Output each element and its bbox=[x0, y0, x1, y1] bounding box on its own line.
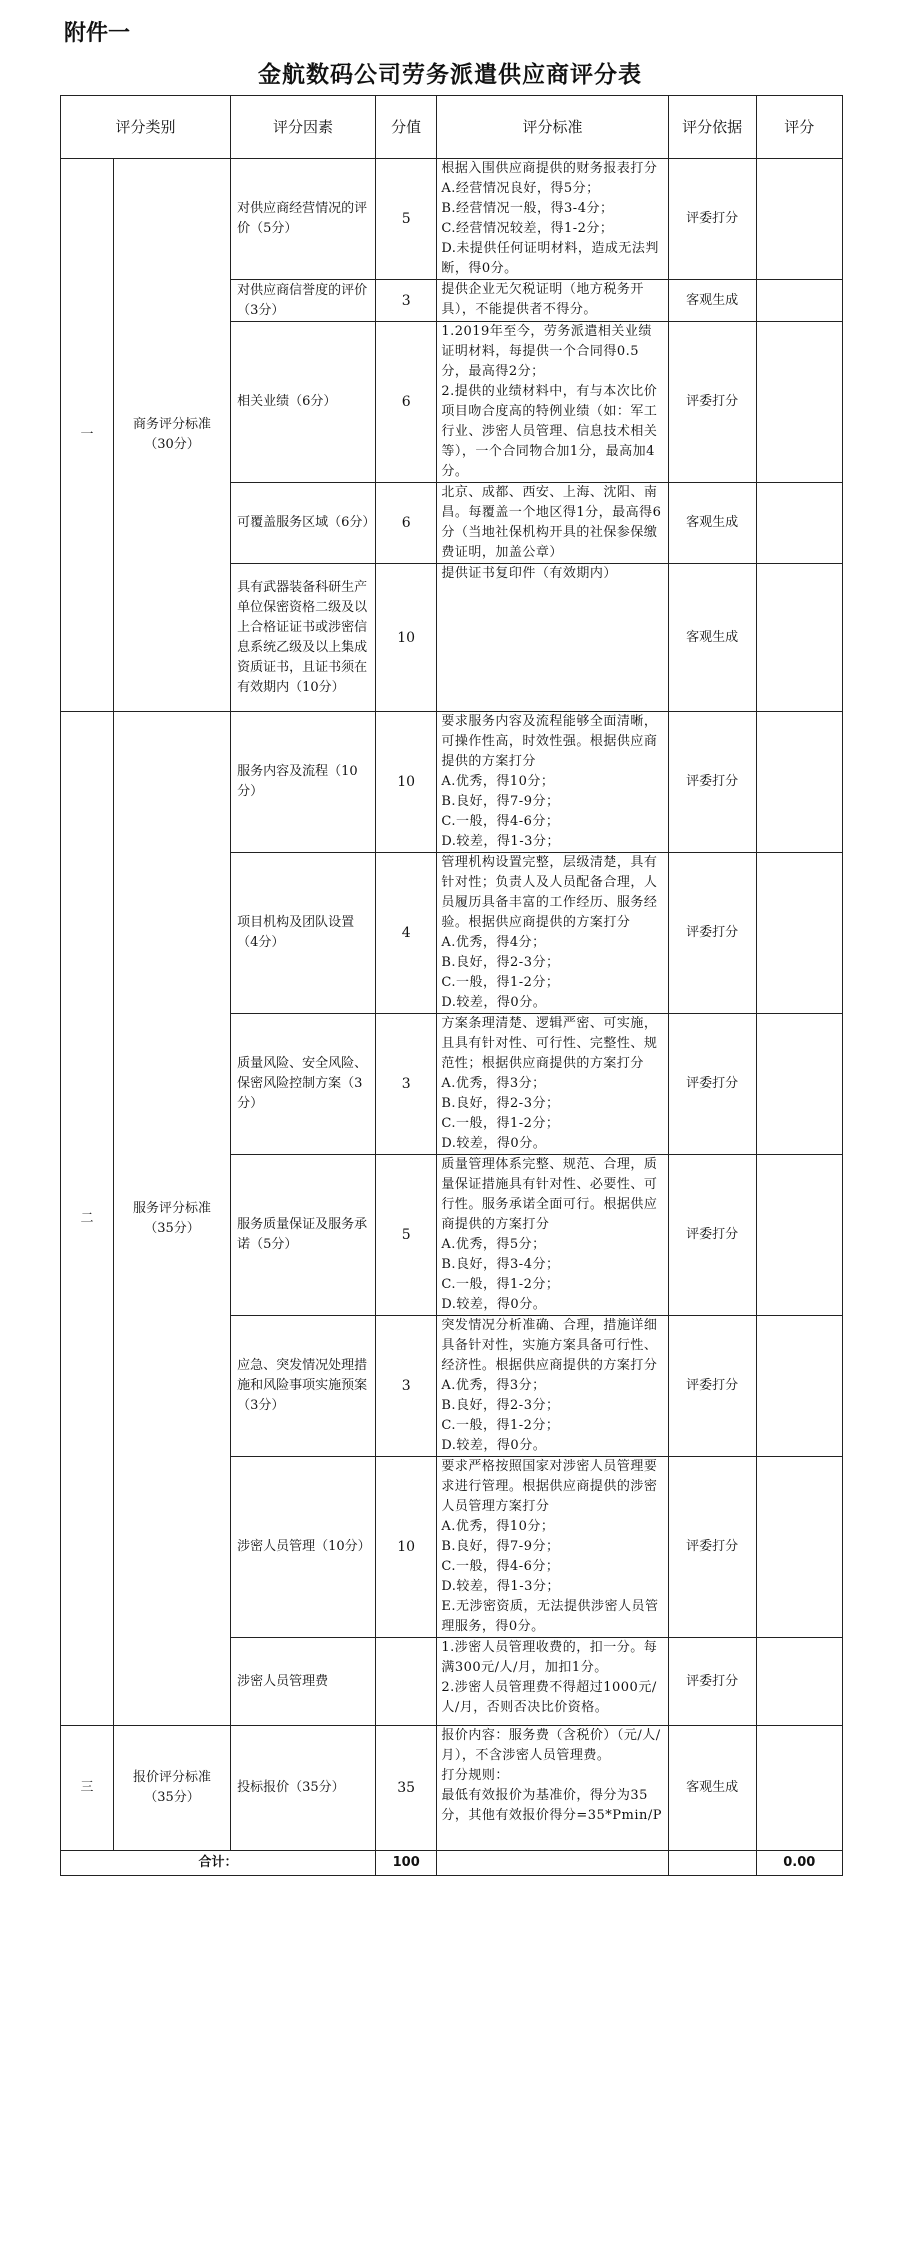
score-cell: 10 bbox=[376, 1457, 437, 1638]
table-row bbox=[61, 712, 843, 853]
total-row bbox=[61, 1851, 843, 1876]
header-rating: 评分 bbox=[756, 96, 842, 159]
rating-cell bbox=[756, 853, 842, 1014]
header-basis: 评分依据 bbox=[668, 96, 756, 159]
total-score: 100 bbox=[376, 1851, 437, 1876]
basis-cell: 评委打分 bbox=[668, 1014, 756, 1155]
basis-cell: 评委打分 bbox=[668, 1316, 756, 1457]
standard-cell: 报价内容：服务费（含税价）（元/人/月），不含涉密人员管理费。 打分规则： 最低有效报价为基准价，得分为35分，其他有效报价得分=35*Pmin/P bbox=[437, 1726, 668, 1851]
standard-cell: 1.涉密人员管理收费的，扣一分。每满300元/人/月，加扣1分。 2.涉密人员管理费不得超过1000元/人/月，否则否决比价资格。 bbox=[437, 1638, 668, 1726]
header-factor: 评分因素 bbox=[231, 96, 376, 159]
header-score: 分值 bbox=[376, 96, 437, 159]
total-rating: 0.00 bbox=[756, 1851, 842, 1876]
score-cell: 4 bbox=[376, 853, 437, 1014]
basis-cell: 评委打分 bbox=[668, 1638, 756, 1726]
score-cell: 3 bbox=[376, 1316, 437, 1457]
category-number: 三 bbox=[61, 1726, 114, 1851]
category-name: 报价评分标准 （35分） bbox=[113, 1726, 230, 1851]
standard-cell: 提供企业无欠税证明（地方税务开具），不能提供者不得分。 bbox=[437, 280, 668, 322]
factor-cell: 对供应商经营情况的评价（5分） bbox=[231, 159, 376, 280]
category-number: 二 bbox=[61, 712, 114, 1726]
factor-cell: 质量风险、安全风险、保密风险控制方案（3分） bbox=[231, 1014, 376, 1155]
factor-cell: 涉密人员管理费 bbox=[231, 1638, 376, 1726]
standard-cell: 北京、成都、西安、上海、沈阳、南昌。每覆盖一个地区得1分，最高得6分（当地社保机构开具的社保参保缴费证明，加盖公章） bbox=[437, 483, 668, 564]
standard-cell: 提供证书复印件（有效期内） bbox=[437, 564, 668, 712]
score-table bbox=[60, 95, 843, 1876]
rating-cell bbox=[756, 1638, 842, 1726]
rating-cell bbox=[756, 280, 842, 322]
header-category: 评分类别 bbox=[61, 96, 231, 159]
rating-cell bbox=[756, 712, 842, 853]
score-cell bbox=[376, 1638, 437, 1726]
category-name: 商务评分标准 （30分） bbox=[113, 159, 230, 712]
factor-cell: 对供应商信誉度的评价（3分） bbox=[231, 280, 376, 322]
rating-cell bbox=[756, 1316, 842, 1457]
basis-cell: 客观生成 bbox=[668, 483, 756, 564]
standard-cell: 要求服务内容及流程能够全面清晰，可操作性高，时效性强。根据供应商提供的方案打分 A.优秀，得10分； B.良好，得7-9分； C.一般，得4-6分； D.较差，得1-3分； bbox=[437, 712, 668, 853]
factor-cell: 可覆盖服务区域（6分） bbox=[231, 483, 376, 564]
score-cell: 3 bbox=[376, 1014, 437, 1155]
page-title: 金航数码公司劳务派遣供应商评分表 bbox=[258, 62, 642, 88]
factor-cell: 应急、突发情况处理措施和风险事项实施预案（3分） bbox=[231, 1316, 376, 1457]
table-header-row bbox=[61, 96, 843, 159]
score-cell: 10 bbox=[376, 564, 437, 712]
standard-cell: 突发情况分析准确、合理，措施详细具备针对性，实施方案具备可行性、经济性。根据供应商提供的方案打分 A.优秀，得3分； B.良好，得2-3分； C.一般，得1-2分； D.较差，得0分。 bbox=[437, 1316, 668, 1457]
score-cell: 6 bbox=[376, 483, 437, 564]
standard-cell: 方案条理清楚、逻辑严密、可实施，且具有针对性、可行性、完整性、规范性；根据供应商提供的方案打分 A.优秀，得3分； B.良好，得2-3分； C.一般，得1-2分； D.较差，得0分。 bbox=[437, 1014, 668, 1155]
basis-cell: 客观生成 bbox=[668, 280, 756, 322]
standard-cell: 根据入围供应商提供的财务报表打分 A.经营情况良好，得5分； B.经营情况一般，得3-4分； C.经营情况较差，得1-2分； D.未提供任何证明材料，造成无法判断，得0分。 bbox=[437, 159, 668, 280]
basis-cell: 客观生成 bbox=[668, 564, 756, 712]
factor-cell: 投标报价（35分） bbox=[231, 1726, 376, 1851]
score-cell: 5 bbox=[376, 1155, 437, 1316]
factor-cell: 服务质量保证及服务承诺（5分） bbox=[231, 1155, 376, 1316]
score-cell: 3 bbox=[376, 280, 437, 322]
header-standard: 评分标准 bbox=[437, 96, 668, 159]
total-label: 合计： bbox=[61, 1851, 376, 1876]
score-cell: 5 bbox=[376, 159, 437, 280]
standard-cell: 管理机构设置完整，层级清楚，具有针对性；负责人及人员配备合理，人员履历具备丰富的工作经历、服务经验。根据供应商提供的方案打分 A.优秀，得4分； B.良好，得2-3分； C.一般，得1-2分； D.较差，得0分。 bbox=[437, 853, 668, 1014]
rating-cell bbox=[756, 322, 842, 483]
table-row bbox=[61, 1726, 843, 1851]
rating-cell bbox=[756, 1457, 842, 1638]
rating-cell bbox=[756, 564, 842, 712]
rating-cell bbox=[756, 159, 842, 280]
total-standard-cell bbox=[437, 1851, 668, 1876]
score-cell: 6 bbox=[376, 322, 437, 483]
standard-cell: 1.2019年至今，劳务派遣相关业绩证明材料，每提供一个合同得0.5分，最高得2分； 2.提供的业绩材料中，有与本次比价项目吻合度高的特例业绩（如：军工行业、涉密人员管理、信息技术相关等），一个合同物合加1分，最高加4分。 bbox=[437, 322, 668, 483]
standard-cell: 要求严格按照国家对涉密人员管理要求进行管理。根据供应商提供的涉密人员管理方案打分 A.优秀，得10分； B.良好，得7-9分； C.一般，得4-6分； D.较差，得1-3分； E.无涉密资质，无法提供涉密人员管理服务，得0分。 bbox=[437, 1457, 668, 1638]
score-cell: 10 bbox=[376, 712, 437, 853]
basis-cell: 评委打分 bbox=[668, 853, 756, 1014]
total-basis-cell bbox=[668, 1851, 756, 1876]
basis-cell: 评委打分 bbox=[668, 712, 756, 853]
basis-cell: 评委打分 bbox=[668, 1155, 756, 1316]
basis-cell: 评委打分 bbox=[668, 1457, 756, 1638]
basis-cell: 评委打分 bbox=[668, 159, 756, 280]
rating-cell bbox=[756, 483, 842, 564]
basis-cell: 评委打分 bbox=[668, 322, 756, 483]
standard-cell: 质量管理体系完整、规范、合理，质量保证措施具有针对性、必要性、可行性。服务承诺全面可行。根据供应商提供的方案打分 A.优秀，得5分； B.良好，得3-4分； C.一般，得1-2分； D.较差，得0分。 bbox=[437, 1155, 668, 1316]
factor-cell: 服务内容及流程（10分） bbox=[231, 712, 376, 853]
rating-cell bbox=[756, 1155, 842, 1316]
score-cell: 35 bbox=[376, 1726, 437, 1851]
rating-cell bbox=[756, 1726, 842, 1851]
factor-cell: 项目机构及团队设置（4分） bbox=[231, 853, 376, 1014]
table-row bbox=[61, 159, 843, 280]
rating-cell bbox=[756, 1014, 842, 1155]
attachment-label: 附件一 bbox=[64, 21, 131, 46]
basis-cell: 客观生成 bbox=[668, 1726, 756, 1851]
category-number: 一 bbox=[61, 159, 114, 712]
factor-cell: 相关业绩（6分） bbox=[231, 322, 376, 483]
category-name: 服务评分标准 （35分） bbox=[113, 712, 230, 1726]
factor-cell: 具有武器装备科研生产单位保密资格二级及以上合格证证书或涉密信息系统乙级及以上集成资质证书，且证书须在有效期内（10分） bbox=[231, 564, 376, 712]
factor-cell: 涉密人员管理（10分） bbox=[231, 1457, 376, 1638]
